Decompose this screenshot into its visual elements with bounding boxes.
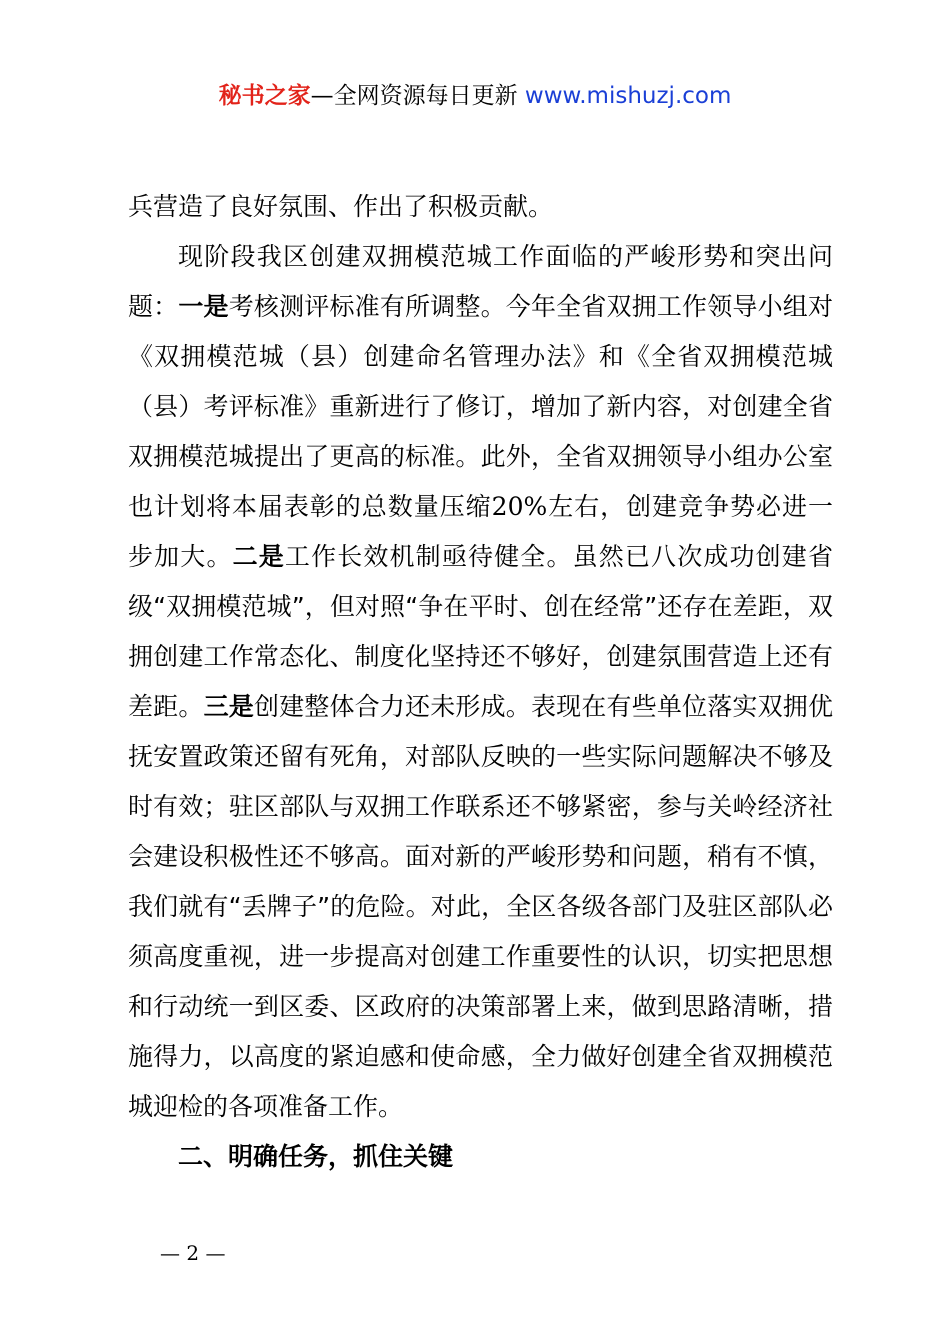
paragraph-text: 现阶段我区创建双拥模范城工作面临的严峻形势和突出问题：	[128, 242, 833, 321]
brand-name: 秘书之家	[218, 83, 311, 109]
paragraph-text: 工作长效机制亟待健全。虽然已八次成功创建省级“双拥模范城”，但对照“争在平时、创在经常”还存在差距，双拥创建工作常态化、制度化坚持还不够好，创建氛围营造上还有差距。	[128, 542, 833, 721]
header-tagline: —全网资源每日更新	[310, 83, 525, 109]
paragraph-continuation: 兵营造了良好氛围、作出了积极贡献。	[128, 192, 554, 221]
header-url[interactable]: www.mishuzj.com	[524, 83, 732, 109]
paragraph-text: 考核测评标准有所调整。今年全省双拥工作领导小组对《双拥模范城（县）创建命名管理办法》和《全省双拥模范城（县）考评标准》重新进行了修订，增加了新内容，对创建全省双拥模范城提出了更高的标准。此外，全省双拥领导小组办公室也计划将本届表彰的总数量压缩	[128, 292, 833, 521]
emphasis-first: 一是	[178, 292, 229, 321]
paragraph-text: 创建整体合力还未形成。表现在有些单位落实双拥优抚安置政策还留有死角，对部队反映的一些实际问题解决不够及时有效；驻区部队与双拥工作联系还不够紧密，参与关岭经济社会建设积极性还不够高。面对新的严峻形势和问题，稍有不慎，我们就有“丢牌子”的危险。对此，全区各级各部门及驻区部队必须高度重视，进一步提高对创建工作重要性的认识，切实把思想和行动统一到区委、区政府的决策部署上来，做到思路清晰，措施得力，以高度的紧迫感和使命感，全力做好创建全省双拥模范城迎检的各项准备工作。	[128, 692, 833, 1121]
page-number: — 2 —	[160, 1241, 226, 1265]
paragraph-situation	[128, 232, 833, 1132]
document-body	[128, 182, 833, 1182]
emphasis-third: 三是	[203, 692, 254, 721]
emphasis-second: 二是	[232, 542, 285, 571]
percentage-value: 20%	[491, 492, 548, 521]
page-header	[0, 80, 950, 112]
paragraph-text: 左右，创建竞争势必进一步加大。	[128, 492, 833, 571]
section-heading: 二、明确任务，抓住关键	[178, 1142, 454, 1171]
